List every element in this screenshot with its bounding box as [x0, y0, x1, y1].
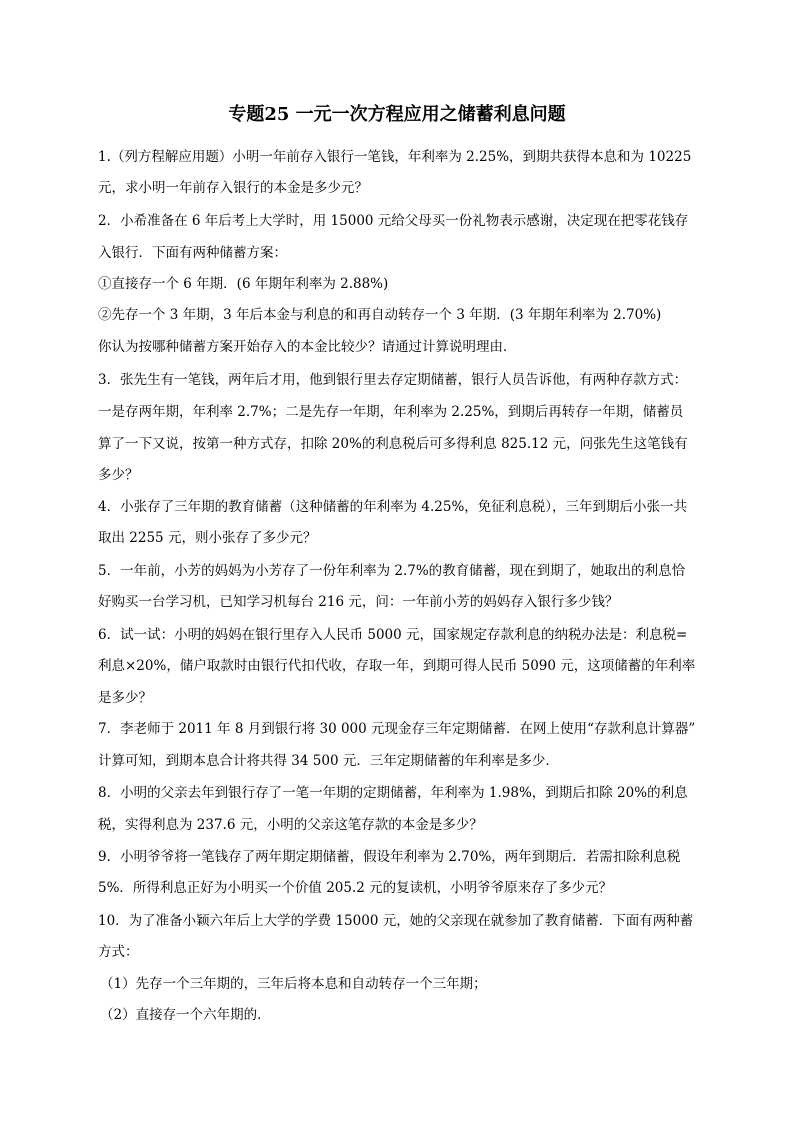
text-line: 入银行．下面有两种储蓄方案： — [98, 245, 287, 261]
text-line: ②先存一个 3 年期，3 年后本金与利息的和再自动转存一个 3 年期．(3 年期年利率为 2.70%) — [98, 307, 662, 323]
text-line: 4．小张存了三年期的教育储蓄（这种储蓄的年利率为 4.25%，免征利息税），三年到期后小张一共 — [98, 499, 688, 515]
text-line: 取出 2255 元，则小张存了多少元？ — [98, 530, 317, 546]
text-line: 一是存两年期，年利率 2.7%；二是先存一年期，年利率为 2.25%，到期后再转存一年期，储蓄员 — [98, 404, 684, 420]
text-line: 3．张先生有一笔钱，两年后才用，他到银行里去存定期储蓄，银行人员告诉他，有两种存款方式： — [98, 372, 688, 388]
text-line: 8．小明的父亲去年到银行存了一笔一年期的定期储蓄，年利率为 1.98%，到期后扣除 20%的利息 — [98, 785, 688, 801]
text-line: 7．李老师于 2011 年 8 月到银行将 30 000 元现金存三年定期储蓄．在网上使用“存款利息计算器” — [98, 721, 696, 737]
text-line: 是多少？ — [98, 690, 152, 706]
text-line: 你认为按哪种储蓄方案开始存入的本金比较少？请通过计算说明理由． — [98, 339, 517, 355]
text-line: ①直接存一个 6 年期．(6 年期年利率为 2.88%) — [98, 276, 389, 292]
text-line: 5．一年前，小芳的妈妈为小芳存了一份年利率为 2.7%的教育储蓄，现在到期了，她取出的利息恰 — [98, 563, 686, 579]
text-line: 税，实得利息为 237.6 元，小明的父亲这笔存款的本金是多少？ — [98, 817, 483, 833]
text-line: 方式： — [98, 944, 139, 960]
text-line: （1）先存一个三年期的，三年后将本息和自动转存一个三年期； — [100, 976, 487, 992]
text-line: 2．小希准备在 6 年后考上大学时，用 15000 元给父母买一份礼物表示感谢，决定现在把零花钱存 — [98, 213, 689, 229]
text-line: 算了一下又说，按第一种方式存，扣除 20%的利息税后可多得利息 825.12 元，问张先生这笔钱有 — [98, 436, 688, 452]
text-line: 5%．所得利息正好为小明买一个价值 205.2 元的复读机，小明爷爷原来存了多少元？ — [98, 880, 613, 896]
document-title: 专题25 一元一次方程应用之储蓄利息问题 — [228, 104, 566, 125]
text-line: 计算可知，到期本息合计将共得 34 500 元．三年定期储蓄的年利率是多少． — [98, 753, 559, 769]
text-line: 好购买一台学习机，已知学习机每台 216 元，问：一年前小芳的妈妈存入银行多少钱？ — [98, 594, 619, 610]
text-line: 1.（列方程解应用题）小明一年前存入银行一笔钱，年利率为 2.25%，到期共获得本息和为 10225 — [98, 149, 692, 165]
text-line: 6．试一试：小明的妈妈在银行里存入人民币 5000 元，国家规定存款利息的纳税办法是：利息税= — [98, 627, 688, 643]
text-line: 多少？ — [98, 467, 139, 483]
text-line: 利息×20%，储户取款时由银行代扣代收，存取一年，到期可得人民币 5090 元，这项储蓄的年利率 — [98, 658, 696, 674]
text-line: 10．为了准备小颖六年后上大学的学费 15000 元，她的父亲现在就参加了教育储蓄．下面有两种蓄 — [98, 913, 694, 929]
text-line: （2）直接存一个六年期的． — [100, 1007, 271, 1023]
text-line: 元，求小明一年前存入银行的本金是多少元？ — [98, 180, 368, 196]
text-line: 9．小明爷爷将一笔钱存了两年期定期储蓄，假设年利率为 2.70%，两年到期后．若需扣除利息税 — [98, 849, 681, 865]
